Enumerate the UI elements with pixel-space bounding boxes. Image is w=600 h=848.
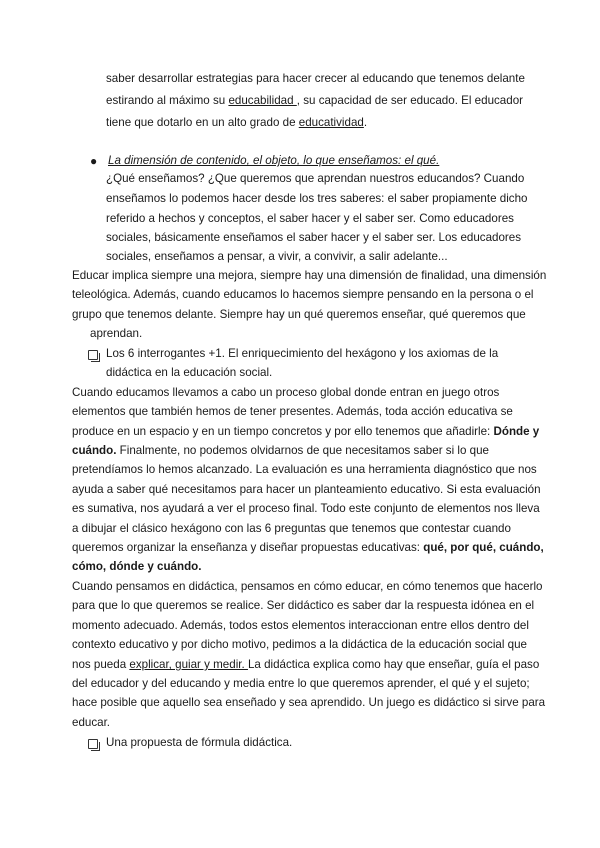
para4-line6: del educador y del educando y media entre lo que queremos aprender, el qué y el sujeto; — [72, 677, 530, 690]
bullet1-line4: sociales, básicamente enseñamos el saber hacer y el saber ser. Los educadores — [106, 231, 522, 244]
para2-line4: aprendan. — [90, 327, 143, 340]
para3-line2: elementos que también hemos de tener presentes. Además, toda acción educativa se — [72, 405, 513, 418]
term-educatividad: educatividad — [298, 116, 364, 129]
term-educabilidad: educabilidad — [228, 94, 297, 107]
para4-line7: hace posible que aquello sea enseñado y sea aprendido. Un juego es didáctico si sirve para — [72, 696, 546, 709]
para2-line1: Educar implica siempre una mejora, siempre hay una dimensión de finalidad, una dimensión — [72, 269, 547, 282]
para4-line2: para que lo que queremos se realice. Ser didáctico es saber dar la respuesta idónea en el — [72, 599, 535, 612]
para3-line6: ayuda a saber qué necesitamos para hacer un planteamiento educativo. Si esta evaluación — [72, 483, 541, 496]
para4-line4: contexto educativo y por dicho motivo, pedimos a la didáctica de la educación social que — [72, 638, 528, 651]
para1-line2-a: estirando al máximo su — [106, 94, 229, 107]
para3-line8: a dibujar el clásico hexágono con las 6 preguntas que tenemos que contestar cuando — [72, 522, 511, 535]
para4-line8: educar. — [72, 716, 111, 729]
para3-line3 — [72, 425, 539, 439]
para3-line9-bold: qué, por qué, cuándo, — [423, 541, 544, 554]
para3-line4-bold: cuándo. — [72, 444, 117, 457]
check1-line2: didáctica en la educación social. — [106, 366, 273, 379]
para4-line5-a: nos pueda — [72, 658, 130, 671]
bullet1-line1: ¿Qué enseñamos? ¿Que queremos que aprendan nuestros educandos? Cuando — [106, 172, 525, 185]
para3-line1: Cuando educamos llevamos a cabo un proceso global donde entran en juego otros — [72, 386, 500, 399]
para3-line10: cómo, dónde y cuándo. — [72, 560, 202, 573]
para1-line1: saber desarrollar estrategias para hacer crecer al educando que tenemos delante — [106, 72, 525, 85]
para4-line3: momento adecuado. Además, todos estos elementos interaccionan entre ellos dentro del — [72, 619, 529, 632]
para4-line1: Cuando pensamos en didáctica, pensamos en cómo educar, en cómo tenemos que hacerlo — [72, 580, 543, 593]
check2-line1: Una propuesta de fórmula didáctica. — [106, 736, 293, 749]
para3-line9 — [72, 541, 544, 555]
term-explicar-guiar-medir: explicar, guiar y medir. — [129, 658, 248, 671]
para3-line7: es sumativa, nos ayudará a ver el proceso final. Todo este conjunto de elementos nos lleva — [72, 502, 540, 515]
bullet1-heading: La dimensión de contenido, el objeto, lo que enseñamos: el qué. — [108, 154, 440, 167]
para3-line3-bold: Dónde y — [493, 425, 540, 438]
para1-line3 — [106, 116, 367, 130]
para4-line5 — [72, 658, 539, 672]
checkbox-bullet-icon — [88, 739, 98, 749]
para2-line3: grupo que tenemos delante. Siempre hay un qué queremos enseñar, qué queremos que — [72, 308, 526, 321]
para1-line3-a: tiene que dotarlo en un alto grado de — [106, 116, 299, 129]
check1-line1: Los 6 interrogantes +1. El enriquecimiento del hexágono y los axiomas de la — [106, 347, 499, 360]
para3-line5: pretendíamos lo hemos alcanzado. La evaluación es una herramienta diagnóstico que nos — [72, 463, 537, 476]
bullet1-line3: referido a hechos y conceptos, el saber hacer y el saber ser. Como educadores — [106, 212, 514, 225]
para3-line9-a: queremos organizar la enseñanza y diseñar propuestas educativas: — [72, 541, 424, 554]
para3-line3-a: produce en un espacio y en un tiempo concretos y por ello tenemos que añadirle: — [72, 425, 494, 438]
para1-line2 — [106, 94, 523, 108]
para1-line3-b: . — [363, 116, 368, 129]
para1-line2-b: , su capacidad de ser educado. El educador — [296, 94, 524, 107]
para2-line2: teleológica. Además, cuando educamos lo hacemos siempre pensando en la persona o el — [72, 288, 534, 301]
checkbox-bullet-icon — [88, 350, 98, 360]
para3-line4-a: Finalmente, no podemos olvidarnos de que necesitamos saber si lo que — [116, 444, 489, 457]
bullet-dot-icon: ● — [90, 154, 98, 168]
para3-line4 — [72, 444, 489, 458]
bullet1-line2: enseñamos lo podemos hacer desde los tres saberes: el saber propiamente dicho — [106, 192, 528, 205]
para4-line5-b: La didáctica explica como hay que enseñar, guía el paso — [247, 658, 540, 671]
bullet1-line5: sociales, enseñamos a pensar, a vivir, a convivir, a salir adelante... — [106, 250, 448, 263]
